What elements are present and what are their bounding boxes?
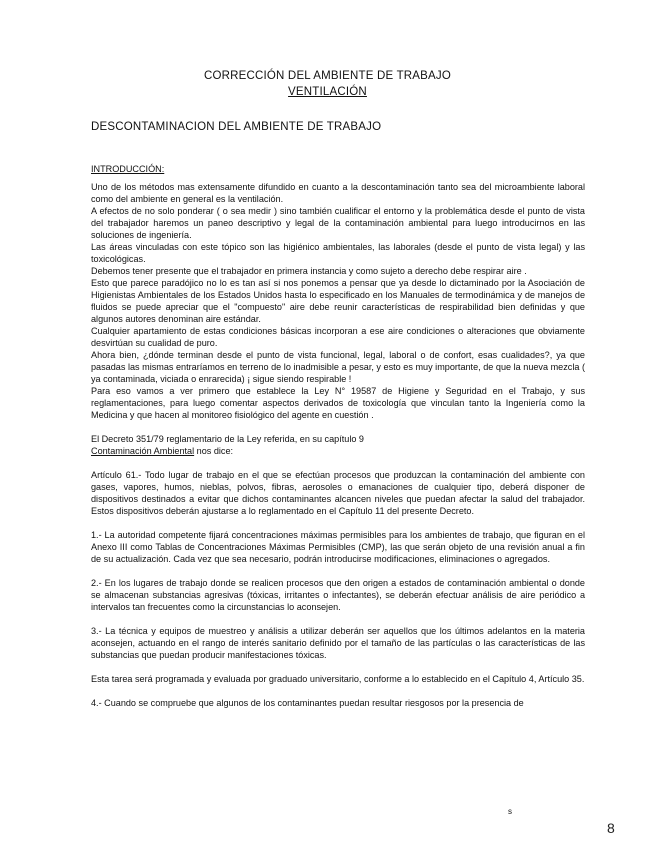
continuation-mark: s — [508, 807, 512, 816]
paragraph: Cualquier apartamiento de estas condiciones básicas incorporan a ese aire condiciones o alteraciones que obviamente desvirtúan su cualidad de puro. — [91, 326, 585, 348]
paragraph: Uno de los métodos mas extensamente difundido en cuanto a la descontaminación tanto sea del microambiente laboral como del ambiente en general es la ventilación. — [91, 182, 585, 204]
article-item-2: 2.- En los lugares de trabajo donde se realicen procesos que den origen a estados de contaminación ambiental o donde se almacenan substancias agresivas (tóxicas, irritantes o infectantes), se deberán efectuar análisis de aire periódico a intervalos tan frecuentes como la circunstancias lo aconsejen. — [91, 578, 585, 612]
decreto-chapter-line — [91, 445, 585, 457]
article-item-3: 3.- La técnica y equipos de muestreo y análisis a utilizar deberán ser aquellos que los últimos adelantos en la materia aconsejen, actuando en el rango de interés sanitario definido por el tamaño de las partículas o las características de las substancias que puedan producir manifestaciones tóxicas. — [91, 626, 585, 660]
paragraph: Esto que parece paradójico no lo es tan así si nos ponemos a pensar que ya desde lo dictaminado por la Asociación de Higienistas Ambientales de los Estados Unidos hasta lo especificado en los Manuales de termodinámica y de manejos de fluidos se puede apreciar que el "compuesto" aire debe reunir características de respirabilidad bien definidas y que algunos autores denominan aire estándar. — [91, 278, 585, 324]
paragraph: Para eso vamos a ver primero que establece la Ley N° 19587 de Higiene y Seguridad en el Trabajo, y sus reglamentaciones, para luego comentar aspectos derivados de toxicología que vinculan tanto la Ingeniería como la Medicina y que hacen al monitoreo fisiológico del agente en cuestión . — [91, 386, 585, 420]
paragraph: A efectos de no solo ponderar ( o sea medir ) sino también cualificar el entorno y la problemática desde el punto de vista del trabajador haremos un paneo descriptivo y legal de la contaminación ambiental para luego introducirnos en las soluciones de ingeniería. — [91, 206, 585, 240]
decreto-chapter: Contaminación Ambiental — [91, 446, 195, 456]
document-body — [91, 163, 585, 709]
page-number: 8 — [607, 820, 615, 836]
document-subtitle: VENTILACIÓN — [288, 86, 367, 98]
paragraph: Ahora bien, ¿dónde terminan desde el punto de vista funcional, legal, laboral o de confort, esas cualidades?, ya que pasadas las mismas entraríamos en terreno de lo inadmisible a pesar, y esto es muy importante, de que la nueva mezcla ( ya contaminada, viciada o enrarecida) ¡ sigue siendo respirable ! — [91, 350, 585, 384]
article-61: Artículo 61.- Todo lugar de trabajo en el que se efectúan procesos que produzcan la contaminación del ambiente con gases, vapores, humos, nieblas, polvos, fibras, aerosoles o emanaciones de cualquier tipo, deberá disponer de dispositivos destinados a evitar que dichos contaminantes alcancen niveles que puedan afectar la salud del trabajador. Estos dispositivos deberán ajustarse a lo reglamentado en el Capítulo 11 del presente Decreto. — [91, 470, 585, 516]
article-item-4: 4.- Cuando se compruebe que algunos de los contaminantes puedan resultar riesgosos por la presencia de — [91, 698, 524, 708]
intro-heading: INTRODUCCIÓN: — [91, 164, 165, 174]
decreto-suffix: nos dice: — [194, 446, 234, 456]
paragraph: Debemos tener presente que el trabajador en primera instancia y como sujeto a derecho debe respirar aire . — [91, 266, 527, 276]
paragraph: Las áreas vinculadas con este tópico son las higiénico ambientales, las laborales (desde el punto de vista legal) y las toxicológicas. — [91, 242, 585, 264]
article-item-3-note: Esta tarea será programada y evaluada por graduado universitario, conforme a lo establecido en el Capítulo 4, Artículo 35. — [91, 674, 585, 684]
section-title: DESCONTAMINACION DEL AMBIENTE DE TRABAJO — [91, 121, 382, 133]
article-item-1: 1.- La autoridad competente fijará concentraciones máximas permisibles para los ambientes de trabajo, que figuran en el Anexo III como Tablas de Concentraciones Máximas Permisibles (CMP), las que serán objeto de una revisión anual a fin de su actualización. Cada vez que sea necesario, podrán introducirse modificaciones, eliminaciones o agregados. — [91, 530, 585, 564]
document-title: CORRECCIÓN DEL AMBIENTE DE TRABAJO — [203, 70, 452, 82]
decreto-line: El Decreto 351/79 reglamentario de la Ley referida, en su capítulo 9 — [91, 434, 364, 444]
